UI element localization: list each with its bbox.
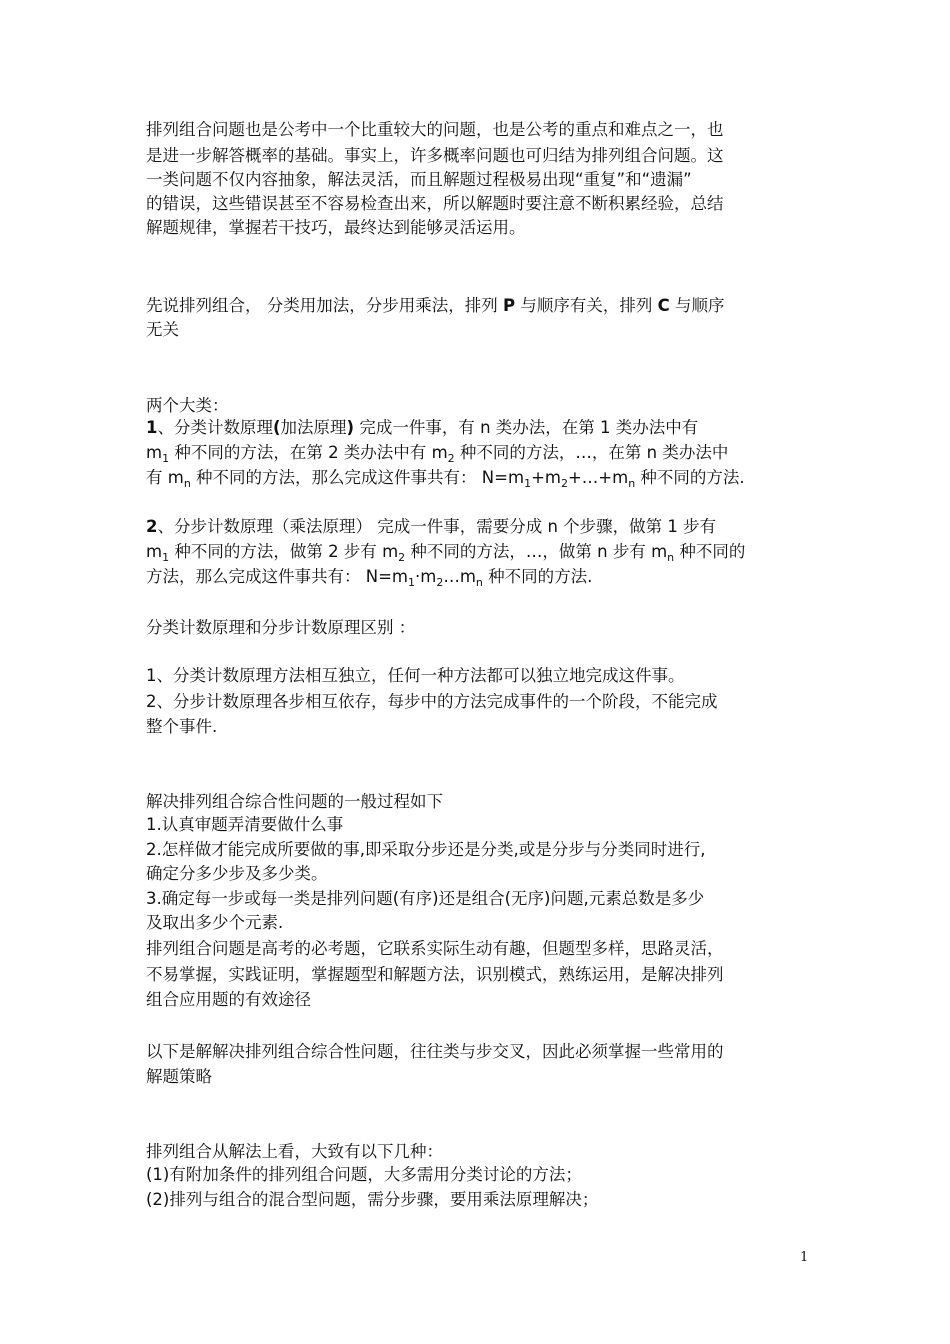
principle-1-line-2 [146,441,728,465]
intro-line-5: 解题规律，掌握若干技巧，最终达到能够灵活运用。 [146,218,526,237]
subscript: n [667,551,675,564]
intro-line-1: 排列组合问题也是公考中一个比重较大的问题，也是公考的重点和难点之一，也 [146,120,724,139]
subscript: n [183,477,191,490]
text-span: 完成一件事，有 n 类办法，在第 1 类办法中有 [354,418,699,437]
intro-line-4: 的错误，这些错误甚至不容易检查出来，所以解题时要注意不断积累经验，总结 [146,194,724,213]
text-span: 种不同的方法，…，做第 n 步有 [405,542,652,561]
text-span: · [415,567,421,586]
symbol-p: P [503,296,516,315]
methods-line-3: (2)排列与组合的混合型问题，需分步骤，要用乘法原理解决； [146,1190,599,1209]
process-line-5: 3.确定每一步或每一类是排列问题(有序)还是组合(无序)问题,元素总数是多少 [146,889,705,908]
intro-line-3: 一类问题不仅内容抽象，解法灵活，而且解题过程极易出现“重复”和“遗漏” [146,170,692,189]
text-span: m [612,468,629,487]
permutation-rule-line-2: 无关 [146,320,179,339]
text-span: +…+ [567,468,613,487]
process-line-2: 1.认真审题弄清要做什么事 [146,815,344,834]
subscript: 1 [162,452,170,465]
principle-number: 2 [146,517,158,536]
text-span: 、分类计数原理 [157,418,273,437]
two-types-heading: 两个大类： [146,396,229,415]
subscript: 2 [436,576,444,589]
text-span: 方法，那么完成这件事共有： N= [146,567,392,586]
text-span: m [651,542,668,561]
strategy-line-1: 以下是解解决排列组合综合性问题，往往类与步交叉，因此必须掌握一些常用的 [146,1042,724,1061]
subscript: n [628,477,636,490]
process-line-9: 组合应用题的有效途径 [146,990,311,1009]
text-span: m [146,443,163,462]
principle-1-line-1 [146,416,698,440]
process-line-8: 不易掌握，实践证明，掌握题型和解题方法，识别模式，熟练运用，是解决排列 [146,965,724,984]
text-span: 、分步计数原理（乘法原理） 完成一件事，需要分成 n 个步骤，做第 1 步有 [157,517,717,536]
process-line-7: 排列组合问题是高考的必考题，它联系实际生动有趣，但题型多样，思路灵活， [146,939,724,958]
text-span: m [544,468,561,487]
methods-line-1: 排列组合从解法上看，大致有以下几种： [146,1142,443,1161]
text-span: 与顺序有关，排列 [515,296,658,315]
process-line-1: 解决排列组合综合性问题的一般过程如下 [146,792,443,811]
text-span: 种不同的方法. [482,567,593,586]
text-span: m [382,542,399,561]
text-span: 种不同的方法，那么完成这件事共有： N= [190,468,508,487]
principle-2-line-2 [146,540,745,564]
subscript: n [475,576,483,589]
strategy-line-2: 解题策略 [146,1067,212,1086]
principle-number: 1 [146,418,158,437]
text-span: m [391,567,408,586]
process-line-6: 及取出多少个元素. [146,913,284,932]
text-span: 种不同的方法，…，在第 n 类办法中 [454,443,729,462]
text-span: 与顺序 [669,296,725,315]
process-line-4: 确定分多少步及多少类。 [146,864,328,883]
text-span: m [167,468,184,487]
subscript: 2 [447,452,455,465]
process-line-3: 2.怎样做才能完成所要做的事,即采取分步还是分类,或是分步与分类同时进行, [146,840,706,859]
symbol-c: C [657,296,670,315]
text-span: 种不同的 [674,542,746,561]
text-span: m [420,567,437,586]
subscript: 1 [408,576,415,589]
text-span: ) [346,418,355,437]
text-span: 种不同的方法. [635,468,745,487]
text-span: 种不同的方法，在第 2 类办法中有 [169,443,432,462]
subscript: 2 [560,477,568,490]
methods-line-2: (1)有附加条件的排列组合问题，大多需用分类讨论的方法； [146,1165,582,1184]
permutation-rule-line-1 [146,294,724,318]
text-span: m [431,443,448,462]
text-span: ( [272,418,281,437]
principle-2-line-1 [146,515,716,539]
subscript: 1 [162,551,170,564]
text-span: … [443,567,460,586]
text-span: m [507,468,525,487]
page-number: 1 [800,1250,809,1265]
principle-2-line-3 [146,565,592,589]
difference-heading: 分类计数原理和分步计数原理区别 ： [146,618,416,637]
difference-line-2: 2、分步计数原理各步相互依存，每步中的方法完成事件的一个阶段，不能完成 [146,692,718,711]
difference-line-1: 1、分类计数原理方法相互独立，任何一种方法都可以独立地完成这件事。 [146,666,685,685]
text-span: m [146,542,163,561]
text-span: 种不同的方法，做第 2 步有 [169,542,383,561]
text-span: 有 [146,468,168,487]
text-span: + [531,468,545,487]
difference-line-3: 整个事件. [146,717,218,736]
subscript: 1 [524,477,532,490]
intro-line-2: 是进一步解答概率的基础。事实上，许多概率问题也可归结为排列组合问题。这 [146,146,724,165]
principle-1-line-3 [146,466,745,490]
text-span: m [459,567,476,586]
subscript: 2 [398,551,406,564]
text-span: 加法原理 [280,418,347,437]
text-span: 先说排列组合， 分类用加法，分步用乘法，排列 [146,296,503,315]
